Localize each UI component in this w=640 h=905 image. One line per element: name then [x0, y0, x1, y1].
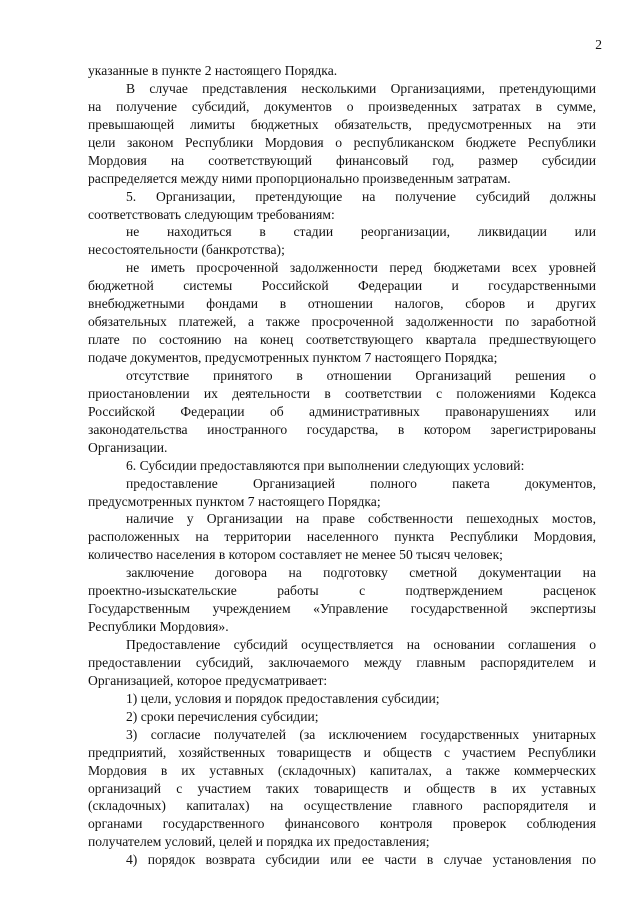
- text-line: Мордовия на соответствующий финансовый год, размер субсидии: [88, 152, 596, 168]
- text-line: Мордовия в их уставных (складочных) капиталах, а также коммерческих: [88, 762, 596, 778]
- text-line: 5. Организации, претендующие на получение субсидий должны: [126, 188, 596, 204]
- text-line: проектно-изыскательские работы с подтверждением расценок: [88, 583, 596, 599]
- document-body: [88, 62, 596, 869]
- text-line: 4) порядок возврата субсидии или ее части в случае установления по: [126, 852, 596, 868]
- text-line: не находиться в стадии реорганизации, ликвидации или: [126, 224, 596, 240]
- text-line: организаций с участием таких товариществ и обществ в их уставных: [88, 780, 596, 796]
- text-line: получателем условий, целей и порядка их предоставления;: [88, 834, 430, 850]
- text-line: 6. Субсидии предоставляются при выполнении следующих условий:: [126, 457, 525, 473]
- text-line: Предоставление субсидий осуществляется на основании соглашения о: [126, 637, 596, 652]
- text-line: превышающей лимиты бюджетных обязательств, предусмотренных на эти: [88, 116, 596, 132]
- text-line: 3) согласие получателей (за исключением государственных унитарных: [126, 726, 596, 742]
- text-line: заключение договора на подготовку сметной документации на: [126, 565, 596, 581]
- text-line: отсутствие принятого в отношении Организаций решения о: [126, 367, 596, 383]
- text-line: количество населения в котором составляет не менее 50 тысяч человек;: [88, 547, 503, 563]
- text-line: соответствовать следующим требованиям:: [88, 206, 335, 222]
- text-line: указанные в пункте 2 настоящего Порядка.: [88, 63, 338, 78]
- text-line: расположенных на территории населенного пункта Республики Мордовия,: [88, 529, 596, 545]
- text-line: В случае представления несколькими Организациями, претендующими: [126, 80, 596, 96]
- text-line: законодательства иностранного государства, в котором зарегистрированы: [88, 421, 596, 437]
- text-line: предоставление Организацией полного пакета документов,: [126, 475, 596, 491]
- text-line: плате по состоянию на конец соответствующего квартала предшествующего: [88, 332, 596, 348]
- text-line: предусмотренных пунктом 7 настоящего Порядка;: [88, 493, 381, 509]
- text-line: обязательных платежей, а также просроченной задолженности по заработной: [88, 314, 596, 330]
- text-line: на получение субсидий, документов о произведенных затратах в сумме,: [88, 98, 596, 114]
- text-line: (складочных) капиталах) на осуществление главного распорядителя и: [88, 798, 596, 814]
- text-line: наличие у Организации на праве собственности пешеходных мостов,: [126, 511, 596, 527]
- text-line: несостоятельности (банкротства);: [88, 242, 285, 258]
- text-line: Государственным учреждением «Управление государственной экспертизы: [88, 601, 596, 617]
- text-line: внебюджетными фондами в отношении налогов, сборов и других: [88, 296, 596, 312]
- text-line: бюджетной системы Российской Федерации и государственными: [88, 278, 596, 294]
- text-line: предоставлении субсидий, заключаемого между главным распорядителем и: [88, 654, 596, 670]
- text-line: Организации.: [88, 439, 168, 455]
- text-line: Организацией, которое предусматривает:: [88, 672, 328, 688]
- text-line: приостановлении их деятельности в соответствии с положениями Кодекса: [88, 385, 596, 401]
- text-line: подаче документов, предусмотренных пунктом 7 настоящего Порядка;: [88, 350, 498, 365]
- text-line: Российской Федерации об административных правонарушениях или: [88, 403, 596, 419]
- text-line: органами государственного финансового контроля проверок соблюдения: [88, 816, 596, 832]
- text-line: цели законом Республики Мордовия о республиканском бюджете Республики: [88, 134, 596, 150]
- text-line: распределяется между ними пропорционально произведенным затратам.: [88, 170, 511, 186]
- page-number: 2: [595, 37, 602, 52]
- text-line: не иметь просроченной задолженности перед бюджетами всех уровней: [126, 260, 596, 276]
- text-line: 1) цели, условия и порядок предоставления субсидии;: [126, 690, 440, 706]
- text-line: предприятий, хозяйственных товариществ и обществ с участием Республики: [88, 744, 596, 760]
- text-line: Республики Мордовия».: [88, 619, 229, 635]
- text-line: 2) сроки перечисления субсидии;: [126, 708, 319, 724]
